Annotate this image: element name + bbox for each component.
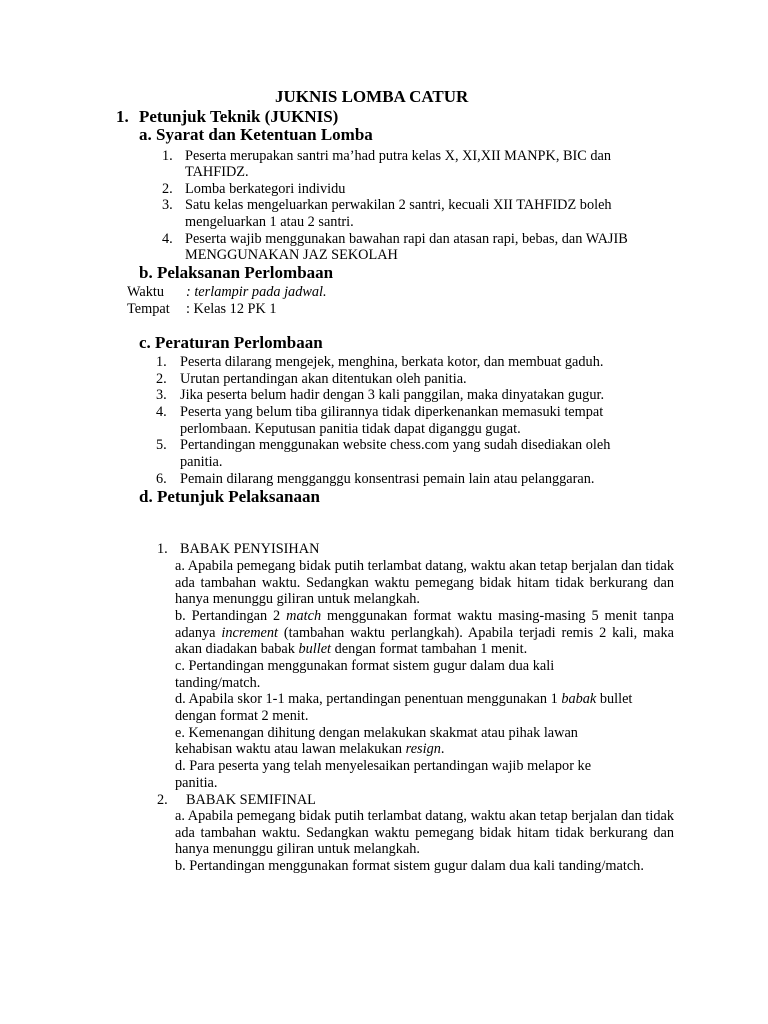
list-item-number: 2. <box>162 181 173 197</box>
list-item-number: 5. <box>156 437 167 453</box>
subsection-a-title: a. Syarat dan Ketentuan Lomba <box>139 125 373 144</box>
list-item-number: 6. <box>156 471 167 487</box>
babak-1-paragraph-f-cont: panitia. <box>175 775 218 791</box>
document-title: JUKNIS LOMBA CATUR <box>275 87 469 106</box>
tempat-value: : Kelas 12 PK 1 <box>186 301 277 317</box>
babak-1-paragraph-b: b. Pertandingan 2 match menggunakan format waktu masing-masing 5 menit tanpa adanya increment (tambahan waktu perlangkah). Apabila terjadi remis 2 kali, maka akan diadakan babak bullet dengan format tambahan 1 menit. <box>175 608 675 658</box>
babak-1-paragraph-d: d. Apabila skor 1-1 maka, pertandingan penentuan menggunakan 1 babak bullet <box>175 691 633 707</box>
list-item-text: mengeluarkan 1 atau 2 santri. <box>185 214 354 230</box>
list-item-text: TAHFIDZ. <box>185 164 249 180</box>
list-item-text: Pemain dilarang mengganggu konsentrasi pemain lain atau pelanggaran. <box>180 471 595 487</box>
babak-1-paragraph-e: e. Kemenangan dihitung dengan melakukan skakmat atau pihak lawan <box>175 725 578 741</box>
babak-1-paragraph-d-cont: dengan format 2 menit. <box>175 708 309 724</box>
subsection-c-title: c. Peraturan Perlombaan <box>139 333 323 352</box>
list-item-text: Peserta yang belum tiba gilirannya tidak diperkenankan memasuki tempat <box>180 404 604 420</box>
list-item-text: Peserta dilarang mengejek, menghina, berkata kotor, dan membuat gaduh. <box>180 354 604 370</box>
list-item-text: panitia. <box>180 454 223 470</box>
babak-1-paragraph-c-cont: tanding/match. <box>175 675 261 691</box>
babak-1-number: 1. <box>157 541 168 557</box>
list-item-text: perlombaan. Keputusan panitia tidak dapat diganggu gugat. <box>180 421 521 437</box>
babak-1-paragraph-f: d. Para peserta yang telah menyelesaikan pertandingan wajib melapor ke <box>175 758 592 774</box>
babak-1-title: BABAK PENYISIHAN <box>180 541 320 557</box>
waktu-value: : terlampir pada jadwal. <box>186 284 327 300</box>
waktu-label: Waktu <box>127 284 164 300</box>
list-item-text: Pertandingan menggunakan website chess.com yang sudah disediakan oleh <box>180 437 611 453</box>
subsection-b-title: b. Pelaksanan Perlombaan <box>139 263 334 282</box>
list-item-number: 2. <box>156 371 167 387</box>
list-item-number: 3. <box>156 387 167 403</box>
babak-2-title: BABAK SEMIFINAL <box>186 792 316 808</box>
list-item-text: Satu kelas mengeluarkan perwakilan 2 santri, kecuali XII TAHFIDZ boleh <box>185 197 612 213</box>
babak-2-paragraph-a: a. Apabila pemegang bidak putih terlambat datang, waktu akan tetap berjalan dan tidak ada tambahan waktu. Sedangkan waktu pemegang bidak hitam tidak berkurang dan hanya menunggu giliran untuk melangkah. <box>175 808 674 858</box>
list-item-text: Lomba berkategori individu <box>185 181 346 197</box>
list-item-text: Peserta wajib menggunakan bawahan rapi dan atasan rapi, bebas, dan WAJIB <box>185 231 628 247</box>
babak-1-paragraph-e-cont: kehabisan waktu atau lawan melakukan resign. <box>175 741 445 757</box>
babak-1-paragraph-c: c. Pertandingan menggunakan format sistem gugur dalam dua kali <box>175 658 555 674</box>
section-1-title: Petunjuk Teknik (JUKNIS) <box>139 107 339 126</box>
babak-2-number: 2. <box>157 792 168 808</box>
babak-2-paragraph-b: b. Pertandingan menggunakan format sistem gugur dalam dua kali tanding/match. <box>175 858 644 874</box>
list-item-number: 4. <box>156 404 167 420</box>
subsection-d-title: d. Petunjuk Pelaksanaan <box>139 487 320 506</box>
list-item-text: Jika peserta belum hadir dengan 3 kali panggilan, maka dinyatakan gugur. <box>180 387 605 403</box>
list-item-text: Peserta merupakan santri ma’had putra kelas X, XI,XII MANPK, BIC dan <box>185 148 612 164</box>
list-item-text: Urutan pertandingan akan ditentukan oleh panitia. <box>180 371 467 387</box>
babak-1-paragraph-a: a. Apabila pemegang bidak putih terlambat datang, waktu akan tetap berjalan dan tidak ada tambahan waktu. Sedangkan waktu pemegang bidak hitam tidak berkurang dan hanya menunggu giliran untuk melangkah. <box>175 558 674 608</box>
list-item-number: 3. <box>162 197 173 213</box>
list-item-number: 4. <box>162 231 173 247</box>
tempat-label: Tempat <box>127 301 170 317</box>
list-item-number: 1. <box>156 354 167 370</box>
list-item-text: MENGGUNAKAN JAZ SEKOLAH <box>185 247 398 263</box>
section-1-number: 1. <box>116 107 129 126</box>
list-item-number: 1. <box>162 148 173 164</box>
